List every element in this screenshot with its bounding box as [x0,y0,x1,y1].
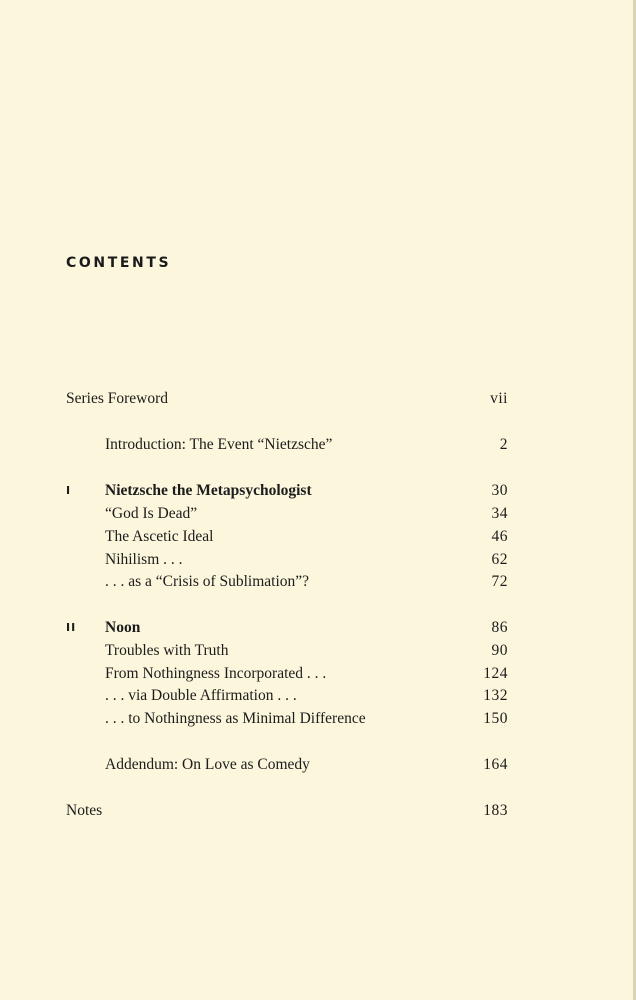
toc-entry-title: . . . to Nothingness as Minimal Difference [105,710,366,727]
toc-entry-introduction[interactable] [0,433,636,457]
toc-entry-title: Addendum: On Love as Comedy [105,756,310,773]
contents-heading-text: CONTENTS [66,255,172,271]
toc-entry-page: 150 [483,710,508,727]
toc-entry-addendum[interactable] [0,753,636,777]
toc-entry-page: 62 [491,551,508,568]
toc-entry-minimal-difference[interactable] [0,707,636,731]
toc-entry-title: “God Is Dead” [105,505,198,522]
toc-entry-title: From Nothingness Incorporated . . . [105,665,327,682]
part-number: II [66,621,77,634]
toc-entry-title: Nihilism . . . [105,551,183,568]
toc-entry-title: Series Foreword [66,390,169,407]
toc-entry-page: 72 [491,573,508,590]
toc-entry-crisis-of-sublimation[interactable] [0,570,636,594]
toc-part-1[interactable] [0,479,636,503]
contents-heading [66,255,171,271]
toc-entry-title: Troubles with Truth [105,642,229,659]
toc-part-title: Noon [105,619,141,636]
toc-entry-nihilism[interactable] [0,548,636,572]
toc-entry-series-foreword[interactable] [0,387,636,411]
toc-entry-page: 90 [491,642,508,659]
toc-entry-ascetic-ideal[interactable] [0,525,636,549]
toc-entry-title: . . . via Double Affirmation . . . [105,687,297,704]
toc-entry-page: 46 [491,528,508,545]
toc-entry-page: vii [490,390,508,407]
toc-entry-page: 132 [483,687,508,704]
toc-entry-notes[interactable] [0,799,636,823]
toc-entry-title: Introduction: The Event “Nietzsche” [105,436,333,453]
toc-entry-page: 183 [483,802,508,819]
toc-entry-page: 2 [499,436,508,453]
toc-part-title: Nietzsche the Metapsychologist [105,482,312,499]
toc-entry-god-is-dead[interactable] [0,502,636,526]
part-number: I [66,484,72,497]
toc-entry-title: . . . as a “Crisis of Sublimation”? [105,573,310,590]
toc-entry-double-affirmation[interactable] [0,684,636,708]
toc-entry-page: 164 [483,756,508,773]
toc-entry-troubles-with-truth[interactable] [0,639,636,663]
toc-entry-page: 30 [491,482,508,499]
toc-part-2[interactable] [0,616,636,640]
toc-entry-nothingness-incorporated[interactable] [0,662,636,686]
toc-entry-title: Notes [66,802,103,819]
toc-entry-page: 124 [483,665,508,682]
toc-entry-page: 86 [491,619,508,636]
toc-entry-title: The Ascetic Ideal [105,528,214,545]
toc-entry-page: 34 [491,505,508,522]
